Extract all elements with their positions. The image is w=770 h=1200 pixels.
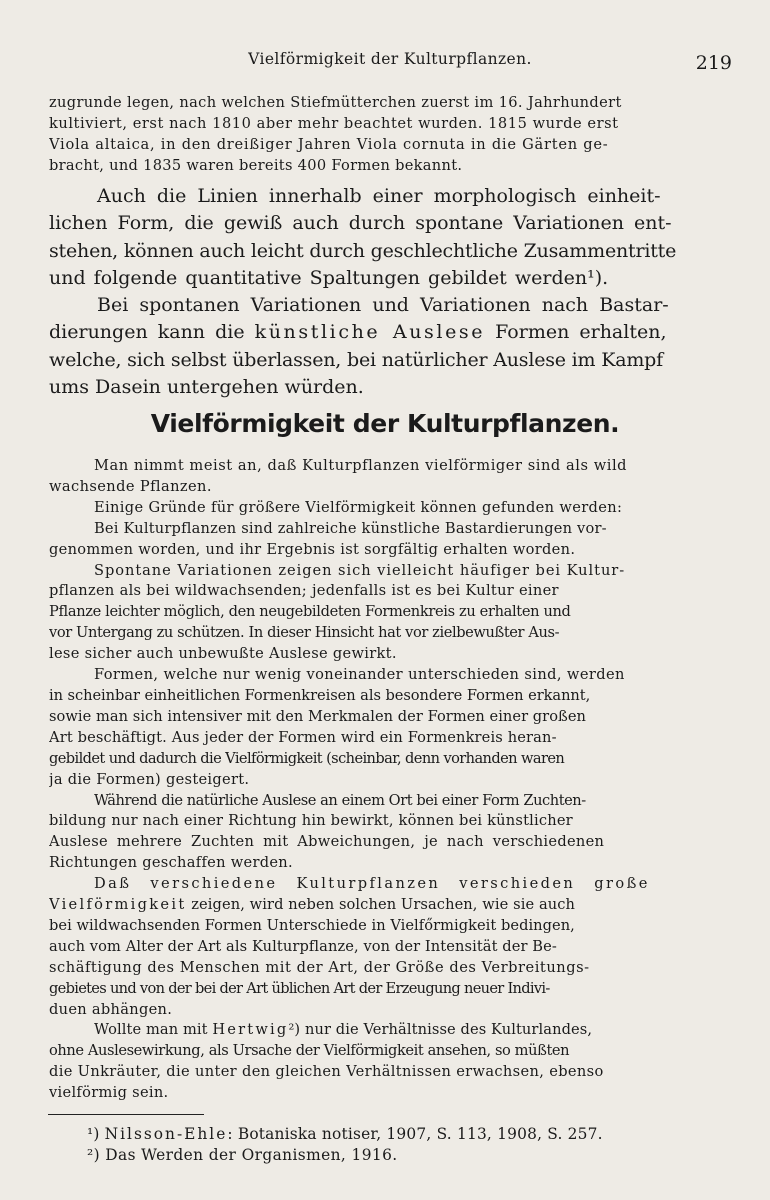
text-segment: zeigen, wird neben solchen Ursachen, wie sie auch	[186, 896, 576, 914]
text-line: zugrunde legen, nach welchen Stiefmütterchen zuerst im 16. Jahrhundert	[49, 94, 622, 111]
text-line: Viola altaica, in den dreißiger Jahren Viola cornuta in die Gärten ge-	[49, 135, 609, 153]
footnote-2: ²) Das Werden der Organismen, 1916.	[87, 1146, 398, 1165]
text-line: ja die Formen) gesteigert.	[49, 770, 250, 788]
text-segment: dierungen kann die	[49, 321, 255, 344]
text-line: Bei spontanen Variationen und Variationen nach Bastar-	[97, 294, 669, 317]
emphasized-text: Hertwig	[212, 1021, 289, 1039]
text-line: Richtungen geschaffen werden.	[49, 854, 293, 872]
large-type-paragraphs	[49, 183, 730, 401]
text-line: kultiviert, erst nach 1810 aber mehr beachtet wurden. 1815 wurde erst	[49, 114, 619, 132]
text-line: Bei Kulturpflanzen sind zahlreiche künstliche Bastardierungen vor-	[94, 519, 607, 537]
continued-paragraph	[49, 93, 730, 177]
text-line: ums Dasein untergehen würden.	[49, 376, 364, 399]
text-line: lese sicher auch unbewußte Auslese gewirkt.	[49, 645, 397, 663]
emphasized-text: Nilsson-Ehle	[104, 1125, 228, 1143]
text-segment: Formen erhalten,	[485, 321, 667, 344]
text-line: lichen Form, die gewiß auch durch spontane Variationen ent-	[49, 212, 672, 235]
running-head	[48, 46, 732, 74]
text-line: Spontane Variationen zeigen sich vielleicht häufiger bei Kultur-	[94, 561, 626, 579]
text-line: ohne Auslesewirkung, als Ursache der Vielförmigkeit ansehen, so müßten	[49, 1042, 570, 1060]
section-body	[49, 456, 730, 1104]
footnotes	[87, 1124, 730, 1167]
page-number: 219	[695, 52, 732, 74]
text-line: bracht, und 1835 waren bereits 400 Formen bekannt.	[49, 156, 463, 174]
text-line: Art beschäftigt. Aus jeder der Formen wird ein Formenkreis heran-	[49, 728, 557, 746]
text-line: Daß verschiedene Kulturpflanzen verschieden große	[94, 875, 650, 893]
text-line: Auch die Linien innerhalb einer morphologisch einheit-	[97, 185, 661, 207]
footnote-1	[87, 1124, 730, 1145]
text-line: sowie man sich intensiver mit den Merkmalen der Formen einer großen	[49, 707, 586, 725]
text-line: bei wildwachsenden Formen Unterschiede in Vielfőrmigkeit bedingen,	[49, 916, 575, 934]
text-line: bildung nur nach einer Richtung hin bewirkt, können bei künstlicher	[49, 812, 573, 830]
running-title: Vielförmigkeit der Kulturpflanzen.	[248, 50, 532, 68]
section-heading: Vielförmigkeit der Kulturpflanzen.	[150, 409, 620, 438]
text-line: Auslese mehrere Zuchten mit Abweichungen, je nach verschiedenen	[49, 833, 605, 851]
emphasized-text: Vielförmigkeit	[49, 896, 187, 914]
text-segment: ¹)	[87, 1125, 105, 1143]
text-line: und folgende quantitative Spaltungen gebildet werden¹).	[49, 266, 609, 289]
text-line: gebildet und dadurch die Vielförmigkeit (scheinbar, denn vorhanden waren	[49, 749, 565, 767]
text-line	[49, 319, 730, 346]
text-line: duen abhängen.	[49, 1000, 173, 1018]
text-segment: : Botaniska notiser, 1907, S. 113, 1908, S. 257.	[227, 1125, 603, 1143]
text-line: welche, sich selbst überlassen, bei natürlicher Auslese im Kampf	[49, 348, 663, 371]
text-line: Formen, welche nur wenig voneinander unterschieden sind, werden	[94, 666, 625, 684]
text-line: pflanzen als bei wildwachsenden; jedenfalls ist es bei Kultur einer	[49, 582, 559, 600]
text-line	[49, 1020, 730, 1041]
text-line: auch vom Alter der Art als Kulturpflanze, von der Intensität der Be-	[49, 937, 557, 955]
text-line: stehen, können auch leicht durch geschlechtliche Zusammentritte	[49, 239, 677, 262]
footnote-rule	[48, 1114, 204, 1115]
text-line: Einige Gründe für größere Vielförmigkeit können gefunden werden:	[94, 498, 623, 516]
emphasized-text: künstliche Auslese	[254, 321, 486, 344]
text-line: Man nimmt meist an, daß Kulturpflanzen vielförmiger sind als wild	[94, 457, 628, 474]
text-line: genommen worden, und ihr Ergebnis ist sorgfältig erhalten worden.	[49, 540, 576, 558]
text-line: vor Untergang zu schützen. In dieser Hinsicht hat vor zielbewußter Aus-	[49, 624, 560, 642]
text-line: vielförmig sein.	[49, 1084, 169, 1102]
text-line: in scheinbar einheitlichen Formenkreisen als besondere Formen erkannt,	[49, 686, 591, 704]
text-line: Pflanze leichter möglich, den neugebildeten Formenkreis zu erhalten und	[49, 603, 571, 621]
text-line: gebietes und von der bei der Art üblichen Art der Erzeugung neuer Indivi-	[49, 979, 550, 997]
text-segment: Wollte man mit	[94, 1021, 213, 1039]
text-line: die Unkräuter, die unter den gleichen Verhältnissen erwachsen, ebenso	[49, 1063, 604, 1081]
text-segment: ²) nur die Verhältnisse des Kulturlandes,	[288, 1021, 593, 1039]
text-line: Während die natürliche Auslese an einem Ort bei einer Form Zuchten-	[94, 791, 586, 809]
text-line: wachsende Pflanzen.	[49, 477, 212, 495]
text-line: schäftigung des Menschen mit der Art, der Größe des Verbreitungs-	[49, 958, 590, 976]
text-line	[49, 895, 730, 916]
